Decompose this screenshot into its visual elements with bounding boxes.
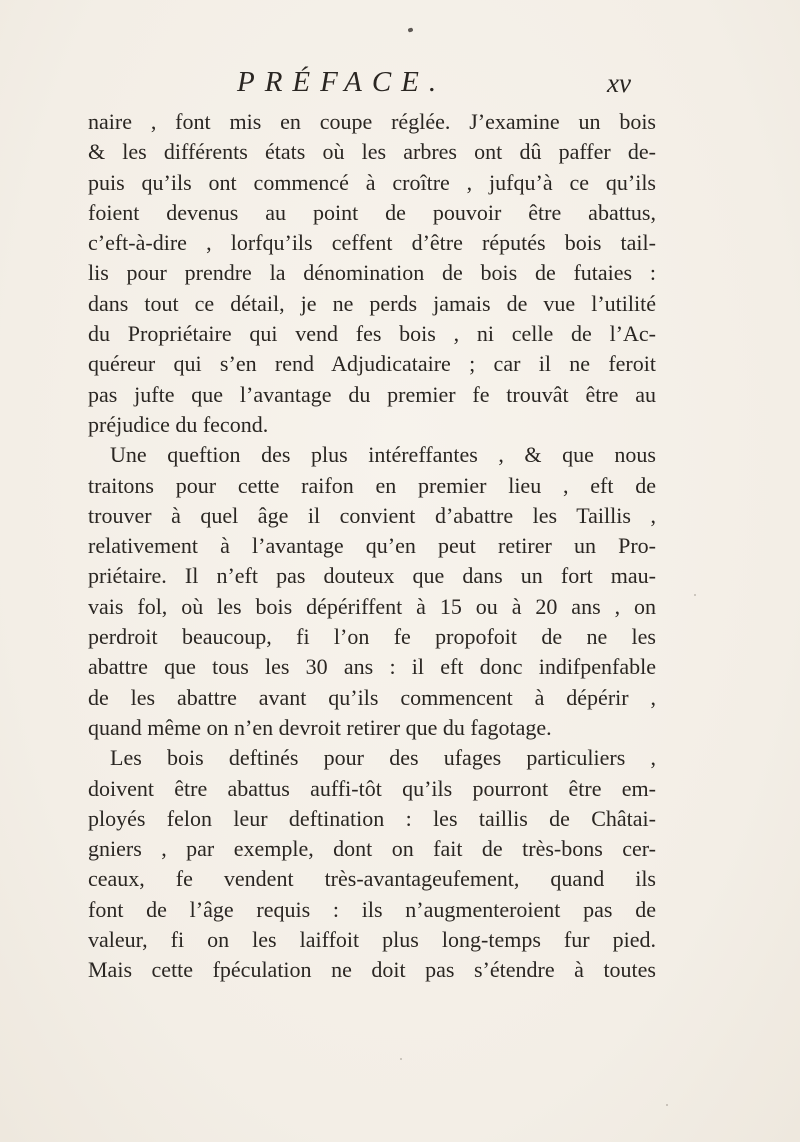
- text-line: ployés felon leur deftination : les taillis de Châtai-: [88, 805, 656, 831]
- text-line: ceaux, fe vendent très-avantageufement, quand ils: [88, 866, 656, 892]
- text-line: dans tout ce détail, je ne perds jamais de vue l’utilité: [88, 290, 656, 316]
- text-line: puis qu’ils ont commencé à croître , jufqu’à ce qu’ils: [88, 169, 656, 195]
- paper-speck: [666, 1104, 668, 1106]
- text-line: gniers , par exemple, dont on fait de très-bons cer-: [88, 836, 656, 862]
- body-text: [88, 107, 656, 986]
- text-line: préjudice du fecond.: [88, 411, 269, 437]
- page-header: [0, 66, 800, 106]
- text-line: de les abattre avant qu’ils commencent à dépérir ,: [88, 684, 656, 710]
- text-line: font de l’âge requis : ils n’augmenteroient pas de: [88, 896, 656, 922]
- text-line: perdroit beaucoup, fi l’on fe propofoit de ne les: [88, 624, 656, 650]
- text-line: priétaire. Il n’eft pas douteux que dans un fort mau-: [88, 563, 656, 589]
- text-line: foient devenus au point de pouvoir être abattus,: [88, 199, 656, 225]
- text-line: naire , font mis en coupe réglée. J’examine un bois: [88, 109, 656, 134]
- text-line: lis pour prendre la dénomination de bois de futaies :: [88, 260, 656, 286]
- text-line: quéreur qui s’en rend Adjudicataire ; car il ne feroit: [88, 351, 656, 377]
- paragraph: [88, 440, 656, 743]
- paragraph: [88, 743, 656, 985]
- text-line: & les différents états où les arbres ont dû paffer de-: [88, 139, 656, 165]
- paper-speck: [400, 1058, 402, 1060]
- text-line: pas jufte que l’avantage du premier fe trouvât être au: [88, 381, 656, 407]
- text-line: abattre que tous les 30 ans : il eft donc indifpenfable: [88, 654, 656, 680]
- ink-mark: [407, 27, 413, 32]
- paragraph: [88, 107, 656, 440]
- text-line: vais fol, où les bois dépériffent à 15 ou à 20 ans , on: [88, 593, 656, 619]
- text-line: valeur, fi on les laiffoit plus long-temps fur pied.: [88, 927, 656, 953]
- text-line: Une queftion des plus intéreffantes , & que nous: [110, 442, 656, 468]
- text-line: du Propriétaire qui vend fes bois , ni celle de l’Ac-: [88, 321, 656, 347]
- text-line: Mais cette fpéculation ne doit pas s’étendre à toutes: [88, 957, 656, 983]
- text-line: c’eft-à-dire , lorfqu’ils ceffent d’être réputés bois tail-: [88, 230, 656, 256]
- text-line: doivent être abattus auffi-tôt qu’ils pourront être em-: [88, 775, 656, 801]
- text-line: relativement à l’avantage qu’en peut retirer un Pro-: [88, 533, 656, 559]
- text-line: Les bois deftinés pour des ufages particuliers ,: [110, 745, 656, 771]
- page-number: xv: [607, 68, 631, 98]
- text-line: traitons pour cette raifon en premier lieu , eft de: [88, 472, 656, 498]
- paper-speck: [694, 594, 696, 596]
- text-line: quand même on n’en devroit retirer que du fagotage.: [88, 714, 552, 740]
- running-head: PRÉFACE.: [237, 66, 447, 98]
- text-line: trouver à quel âge il convient d’abattre les Taillis ,: [88, 502, 656, 528]
